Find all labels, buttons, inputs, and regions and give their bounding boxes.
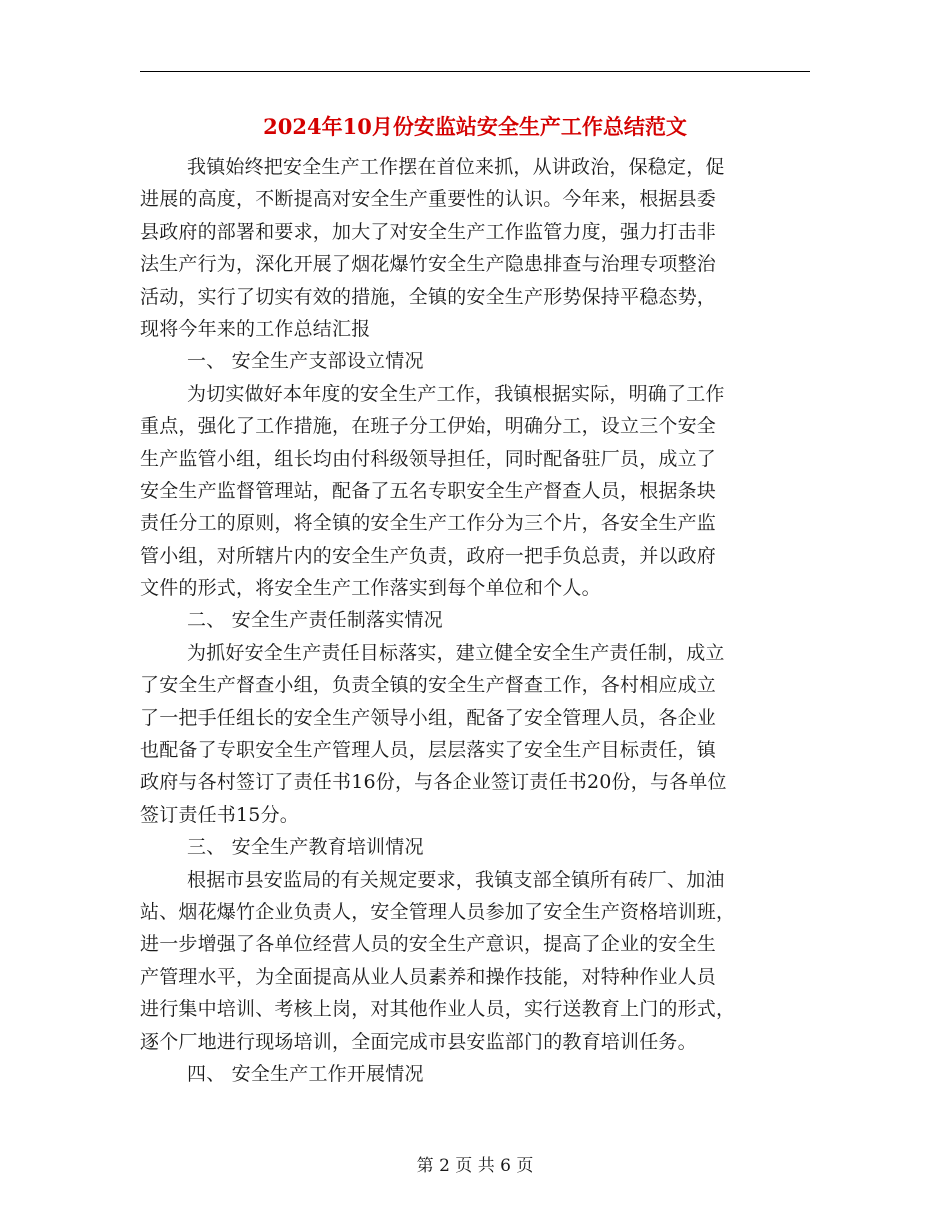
text-line: 生产监管小组，组长均由付科级领导担任，同时配备驻厂员，成立了	[140, 447, 717, 470]
text-line: 站、烟花爆竹企业负责人，安全管理人员参加了安全生产资格培训班，	[140, 900, 736, 923]
page-number: 第 2 页 共 6 页	[416, 1156, 534, 1176]
text-line: 进行集中培训、考核上岗，对其他作业人员，实行送教育上门的形式，	[140, 998, 736, 1021]
document-body	[140, 151, 810, 1090]
text-line: 也配备了专职安全生产管理人员，层层落实了安全生产目标责任，镇	[140, 739, 717, 762]
text-line: 产管理水平，为全面提高从业人员素养和操作技能，对特种作业人员	[140, 965, 717, 988]
text-line: 为抓好安全生产责任目标落实，建立健全安全生产责任制，成立	[187, 641, 725, 664]
text-line: 进一步增强了各单位经营人员的安全生产意识，提高了企业的安全生	[140, 933, 717, 956]
header-rule	[140, 71, 810, 72]
text-line: 进展的高度，不断提高对安全生产重要性的认识。今年来，根据县委	[140, 188, 717, 211]
text-line: 文件的形式，将安全生产工作落实到每个单位和个人。	[140, 577, 601, 600]
text-line: 活动，实行了切实有效的措施，全镇的安全生产形势保持平稳态势，	[140, 285, 717, 308]
text-line: 了安全生产督查小组，负责全镇的安全生产督查工作，各村相应成立	[140, 674, 717, 697]
text-line: 签订责任书15分。	[140, 803, 299, 826]
text-line: 法生产行为，深化开展了烟花爆竹安全生产隐患排查与治理专项整治	[140, 253, 717, 276]
text-line: 三、 安全生产教育培训情况	[187, 836, 424, 859]
text-line: 政府与各村签订了责任书16份，与各企业签订责任书20份，与各单位	[140, 771, 727, 794]
text-line: 了一把手任组长的安全生产领导小组，配备了安全管理人员，各企业	[140, 706, 717, 729]
text-line: 安全生产监督管理站，配备了五名专职安全生产督查人员，根据条块	[140, 479, 717, 502]
text-line: 县政府的部署和要求，加大了对安全生产工作监管力度，强力打击非	[140, 220, 717, 243]
text-line: 四、 安全生产工作开展情况	[187, 1062, 424, 1085]
text-line: 我镇始终把安全生产工作摆在首位来抓，从讲政治，保稳定，促	[187, 156, 725, 178]
text-line: 管小组，对所辖片内的安全生产负责，政府一把手负总责，并以政府	[140, 544, 717, 567]
text-line: 逐个厂地进行现场培训，全面完成市县安监部门的教育培训任务。	[140, 1030, 697, 1053]
text-line: 重点，强化了工作措施，在班子分工伊始，明确分工，设立三个安全	[140, 415, 717, 438]
text-line: 一、 安全生产支部设立情况	[187, 350, 424, 373]
text-line: 责任分工的原则，将全镇的安全生产工作分为三个片，各安全生产监	[140, 512, 717, 535]
text-line: 为切实做好本年度的安全生产工作，我镇根据实际，明确了工作	[187, 382, 725, 405]
document-title: 2024年10月份安监站安全生产工作总结范文	[263, 114, 687, 139]
text-line: 二、 安全生产责任制落实情况	[187, 609, 443, 632]
text-line: 现将今年来的工作总结汇报	[140, 317, 371, 340]
text-line: 根据市县安监局的有关规定要求，我镇支部全镇所有砖厂、加油	[187, 868, 725, 891]
